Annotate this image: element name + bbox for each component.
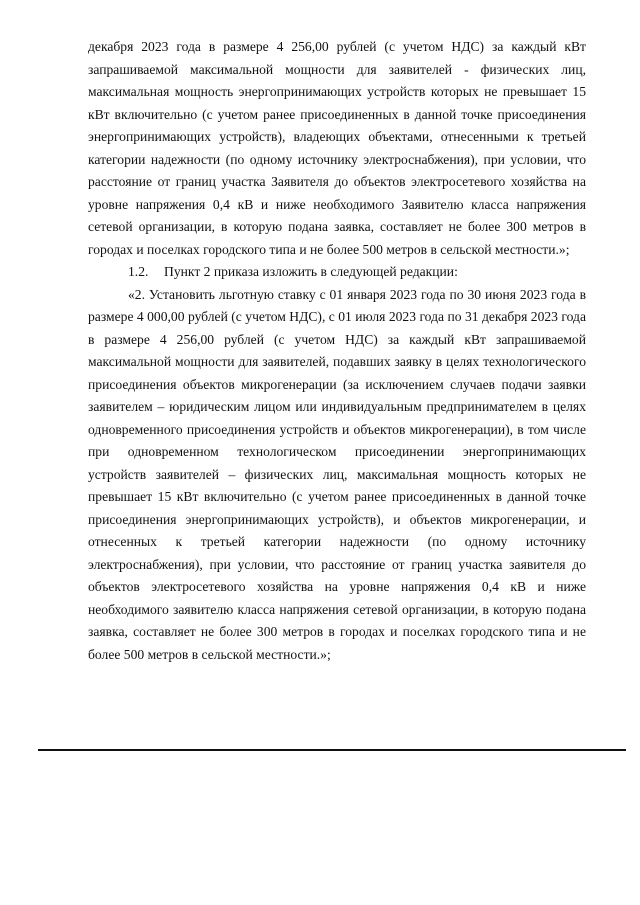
item-heading bbox=[88, 261, 586, 284]
item-heading-text: Пункт 2 приказа изложить в следующей редакции: bbox=[164, 264, 458, 279]
footnote-separator-line bbox=[38, 749, 626, 751]
document-body bbox=[88, 36, 586, 666]
paragraph-continuation: декабря 2023 года в размере 4 256,00 рублей (с учетом НДС) за каждый кВт запрашиваемой максимальной мощности для заявителей - физических лиц, максимальная мощность энергопринимающих устройств которых не превышает 15 кВт включительно (с учетом ранее присоединенных в данной точке присоединения энергопринимающих устройств), владеющих объектами, отнесенными к третьей категории надежности (по одному источнику электроснабжения), при условии, что расстояние от границ участка Заявителя до объектов электросетевого хозяйства на уровне напряжения 0,4 кВ и ниже необходимого Заявителю класса напряжения сетевой организации, в которую подана заявка, составляет не более 300 метров в городах и поселках городского типа и не более 500 метров в сельской местности.»; bbox=[88, 39, 586, 257]
item-number: 1.2. bbox=[128, 264, 149, 279]
paragraph-amendment: «2. Установить льготную ставку с 01 января 2023 года по 30 июня 2023 года в размере 4 000,00 рублей (с учетом НДС), с 01 июля 2023 года по 31 декабря 2023 года в размере 4 256,00 рублей (с учетом НДС) за каждый кВт запрашиваемой максимальной мощности для заявителей, подавших заявку в целях технологического присоединения объектов микрогенерации (за исключением случаев подачи заявки заявителем – юридическим лицом или индивидуальным предпринимателем в целях одновременного присоединения устройств и объектов микрогенерации), в том числе при одновременном технологическом присоединении энергопринимающих устройств заявителей – физических лиц, максимальная мощность которых не превышает 15 кВт включительно (с учетом ранее присоединенных в данной точке присоединения энергопринимающих устройств), и объектов микрогенерации, и отнесенных к третьей категории надежности (по одному источнику электроснабжения), при условии, что расстояние от границ участка заявителя до объектов электросетевого хозяйства на уровне напряжения 0,4 кВ и ниже необходимого заявителю класса напряжения сетевой организации, в которую подана заявка, составляет не более 300 метров в городах и поселках городского типа и не более 500 метров в сельской местности.»; bbox=[88, 286, 586, 662]
